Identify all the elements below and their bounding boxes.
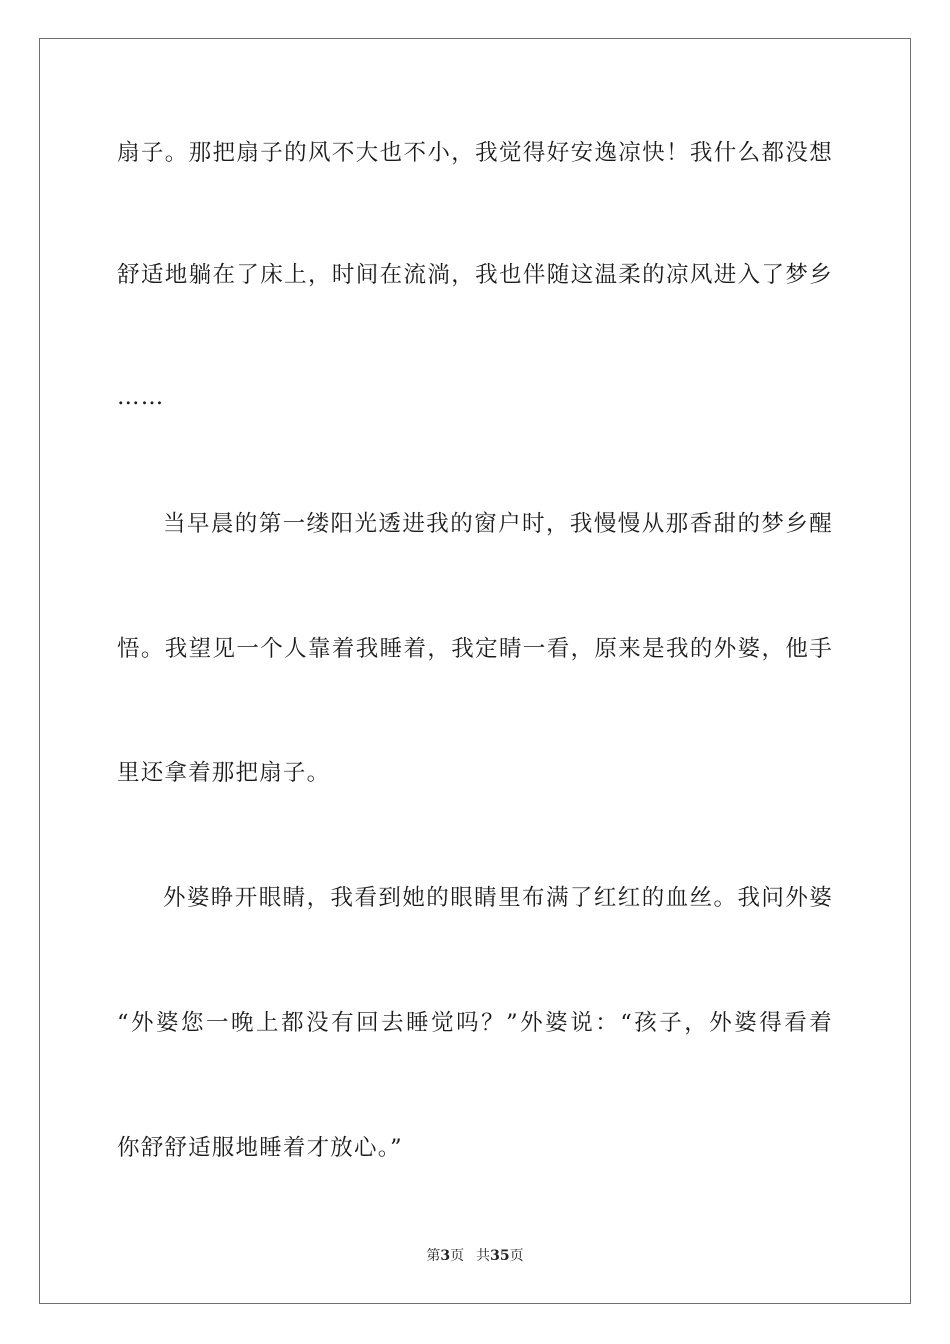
footer-page-unit: 页	[450, 1248, 465, 1264]
text-line-8: “外婆您一晚上都没有回去睡觉吗？”外婆说：“孩子，外婆得看着	[117, 1010, 833, 1036]
text-line-3: ……	[117, 384, 165, 410]
footer-total-pages: 35	[490, 1248, 510, 1264]
text-line-4: 当早晨的第一缕阳光透进我的窗户时，我慢慢从那香甜的梦乡醒	[163, 511, 833, 537]
footer-total-unit: 页	[509, 1248, 524, 1264]
footer-page-number: 3	[440, 1248, 451, 1264]
text-line-7: 外婆睁开眼睛，我看到她的眼睛里布满了红红的血丝。我问外婆	[163, 885, 833, 911]
text-line-1: 扇子。那把扇子的风不大也不小，我觉得好安逸凉快！我什么都没想	[117, 140, 833, 166]
text-line-6: 里还拿着那把扇子。	[117, 760, 331, 786]
page-border	[39, 38, 911, 1304]
footer-total-prefix: 共	[476, 1248, 491, 1264]
text-line-2: 舒适地躺在了床上，时间在流淌，我也伴随这温柔的凉风进入了梦乡	[117, 262, 833, 288]
text-line-9: 你舒舒适服地睡着才放心。”	[117, 1135, 403, 1161]
footer-page-prefix: 第	[426, 1248, 441, 1264]
page-footer	[0, 1247, 950, 1265]
text-line-5: 悟。我望见一个人靠着我睡着，我定睛一看，原来是我的外婆，他手	[117, 636, 833, 662]
